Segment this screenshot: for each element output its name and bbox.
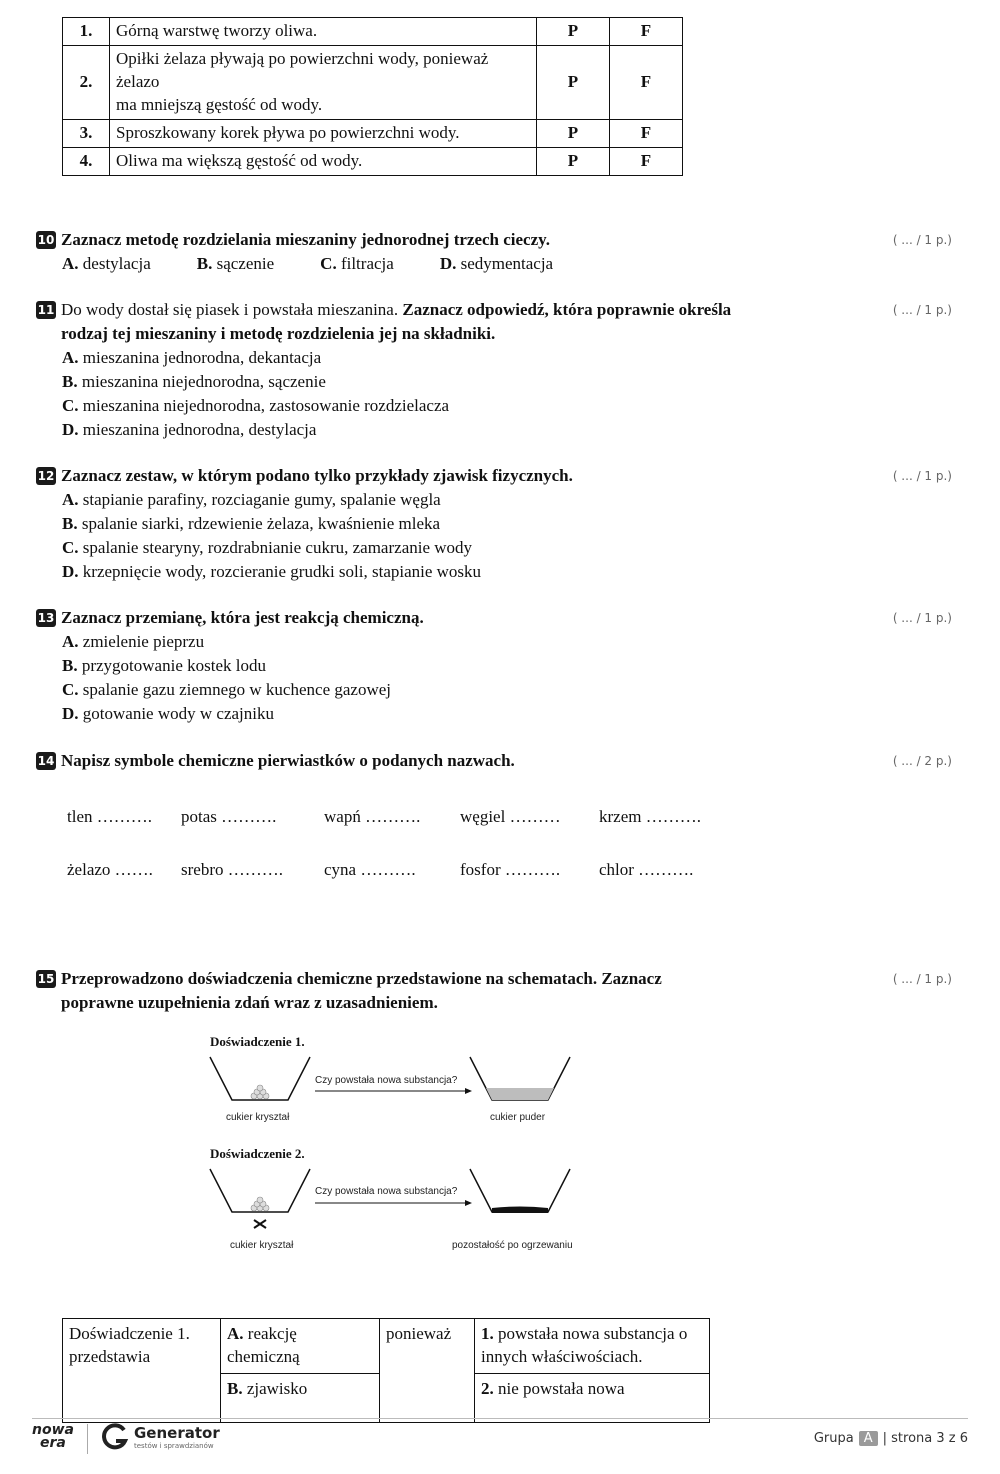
logo-separator: [87, 1424, 88, 1454]
question-12: [36, 464, 956, 584]
experiment-1-right-label: cukier puder: [490, 1112, 546, 1123]
element-blank[interactable]: potas ……….: [181, 807, 277, 826]
true-option[interactable]: P: [537, 147, 610, 175]
experiment-2-left-label: cukier kryształ: [230, 1240, 294, 1251]
question-number: 12: [37, 469, 55, 483]
question-10: [36, 228, 956, 276]
question-text: Zaznacz przemianę, która jest reakcją chemiczną.: [61, 608, 424, 627]
table-cell-because: ponieważ: [380, 1319, 475, 1423]
option-1[interactable]: 1. powstała nowa substancja o innych właściwościach.: [475, 1319, 710, 1374]
true-option[interactable]: P: [537, 18, 610, 46]
element-blank[interactable]: żelazo …….: [67, 860, 153, 879]
table-row: [63, 45, 683, 119]
points-box: ( ... / 1 p.): [892, 972, 952, 986]
nowa-era-logo: nowa era: [32, 1422, 74, 1451]
option-2[interactable]: 2. nie powstała nowa: [475, 1373, 710, 1422]
row-number: 3.: [63, 119, 110, 147]
option-d[interactable]: D. mieszanina jednorodna, destylacja: [62, 420, 317, 439]
question-number: 14: [37, 754, 55, 768]
element-blank[interactable]: chlor ……….: [599, 860, 694, 879]
false-option[interactable]: F: [610, 147, 683, 175]
experiment-2-illustration: [200, 1162, 600, 1232]
option-a[interactable]: A. reakcję chemiczną: [221, 1319, 380, 1374]
points-box: ( ... / 1 p.): [892, 233, 952, 247]
experiment-1-title: Doświadczenie 1.: [210, 1034, 305, 1049]
element-blank[interactable]: wapń ……….: [324, 807, 421, 826]
generator-g-icon: [100, 1422, 130, 1452]
question-13: [36, 606, 956, 726]
question-number: 13: [37, 611, 55, 625]
option-d[interactable]: D. sedymentacja: [439, 254, 554, 273]
element-blank[interactable]: krzem ……….: [599, 807, 701, 826]
element-blank[interactable]: węgiel ………: [460, 807, 561, 826]
sugar-crystals-icon: [251, 1197, 269, 1211]
flame-icon: [254, 1220, 266, 1228]
option-b[interactable]: B. spalanie siarki, rdzewienie żelaza, kwaśnienie mleka: [62, 514, 441, 533]
element-blank[interactable]: cyna ……….: [324, 860, 416, 879]
page-number: | strona 3 z 6: [882, 1431, 968, 1446]
element-blank[interactable]: tlen ……….: [67, 807, 152, 826]
option-c[interactable]: C. filtracja: [320, 254, 394, 273]
option-a[interactable]: A. mieszanina jednorodna, dekantacja: [62, 348, 322, 367]
option-b[interactable]: B. przygotowanie kostek lodu: [62, 656, 266, 675]
question-number: 15: [37, 972, 55, 986]
option-a[interactable]: A. stapianie parafiny, rozciaganie gumy, spalanie węgla: [62, 490, 441, 509]
option-b[interactable]: B. zjawisko: [221, 1373, 380, 1422]
page-info: [814, 1431, 968, 1446]
option-d[interactable]: D. krzepnięcie wody, rozcieranie grudki soli, stapianie wosku: [62, 562, 482, 581]
statement: Oliwa ma większą gęstość od wody.: [110, 147, 537, 175]
points-box: ( ... / 2 p.): [892, 754, 952, 768]
sugar-crystals-icon: [251, 1085, 269, 1099]
experiment-1-question: Czy powstała nowa substancja?: [315, 1075, 458, 1086]
false-option[interactable]: F: [610, 18, 683, 46]
false-option[interactable]: F: [610, 45, 683, 119]
true-false-table: [62, 17, 683, 176]
answer-options: [36, 630, 956, 726]
row-number: 2.: [63, 45, 110, 119]
statement-line: ma mniejszą gęstość od wody.: [116, 94, 323, 114]
true-option[interactable]: P: [537, 45, 610, 119]
experiment-2-title: Doświadczenie 2.: [210, 1146, 305, 1161]
question-text: Zaznacz metodę rozdzielania mieszaniny jednorodnej trzech cieczy.: [61, 230, 550, 249]
residue-icon: [492, 1207, 548, 1214]
option-c[interactable]: C. spalanie stearyny, rozdrabnianie cukru, zamarzanie wody: [62, 538, 473, 557]
question-15: [36, 967, 956, 1015]
generator-title: Generator: [134, 1424, 220, 1442]
answer-options: [36, 252, 956, 276]
footer-divider: [32, 1418, 968, 1419]
question-14: [36, 749, 956, 773]
points-box: ( ... / 1 p.): [892, 303, 952, 317]
option-c[interactable]: C. spalanie gazu ziemnego w kuchence gazowej: [62, 680, 391, 699]
question-11: [36, 298, 956, 442]
generator-logo: [100, 1422, 220, 1457]
table-row: [63, 18, 683, 46]
statement-line: żelazo: [116, 71, 160, 91]
option-b[interactable]: B. mieszanina niejednorodna, sączenie: [62, 372, 326, 391]
group-badge: A: [859, 1431, 878, 1446]
question-text: Napisz symbole chemiczne pierwiastków o podanych nazwach.: [61, 751, 515, 770]
option-d[interactable]: D. gotowanie wody w czajniku: [62, 704, 274, 723]
option-a[interactable]: A. zmielenie pieprzu: [62, 632, 205, 651]
answer-table: [62, 1318, 710, 1423]
experiment-1-left-label: cukier kryształ: [226, 1112, 290, 1123]
element-blank[interactable]: srebro ……….: [181, 860, 283, 879]
question-number: 11: [37, 303, 55, 317]
arrow-head-icon: [465, 1200, 472, 1206]
statement: Górną warstwę tworzy oliwa.: [110, 18, 537, 46]
statement-line: Opiłki żelaza pływają po powierzchni wody, ponieważ: [116, 48, 489, 68]
row-number: 1.: [63, 18, 110, 46]
question-text: Zaznacz zestaw, w którym podano tylko przykłady zjawisk fizycznych.: [61, 466, 573, 485]
question-text: Przeprowadzono doświadczenia chemiczne przedstawione na schematach. Zaznacz poprawne uzupełnienia zdań wraz z uzasadnieniem.: [61, 969, 662, 1012]
element-blank[interactable]: fosfor ……….: [460, 860, 561, 879]
option-c[interactable]: C. mieszanina niejednorodna, zastosowanie rozdzielacza: [62, 396, 450, 415]
generator-subtitle: testów i sprawdzianów: [134, 1442, 214, 1450]
table-row: [63, 119, 683, 147]
points-box: ( ... / 1 p.): [892, 469, 952, 483]
false-option[interactable]: F: [610, 119, 683, 147]
option-a[interactable]: A. destylacja: [62, 254, 151, 273]
row-number: 4.: [63, 147, 110, 175]
powder-sugar-icon: [486, 1088, 554, 1100]
points-box: ( ... / 1 p.): [892, 611, 952, 625]
table-cell-subject: Doświadczenie 1. przedstawia: [63, 1319, 221, 1423]
question-text: Do wody dostał się piasek i powstała mieszanina. Zaznacz odpowiedź, która poprawnie określa rodzaj tej mieszaniny i metodę rozdzielenia jej na składniki.: [61, 300, 732, 343]
option-b[interactable]: B. sączenie: [196, 254, 275, 273]
table-row: [63, 147, 683, 175]
question-number: 10: [37, 233, 55, 247]
statement: Sproszkowany korek pływa po powierzchni wody.: [110, 119, 537, 147]
statement: [110, 45, 537, 119]
table-row: [63, 1319, 710, 1374]
experiment-2-question: Czy powstała nowa substancja?: [315, 1186, 458, 1197]
answer-options: [36, 488, 956, 584]
arrow-head-icon: [465, 1088, 472, 1094]
group-label: Grupa: [813, 1431, 854, 1446]
experiment-2-right-label: pozostałość po ogrzewaniu: [452, 1240, 573, 1251]
bowl-icon: [470, 1169, 570, 1212]
answer-options: [36, 346, 956, 442]
true-option[interactable]: P: [537, 119, 610, 147]
